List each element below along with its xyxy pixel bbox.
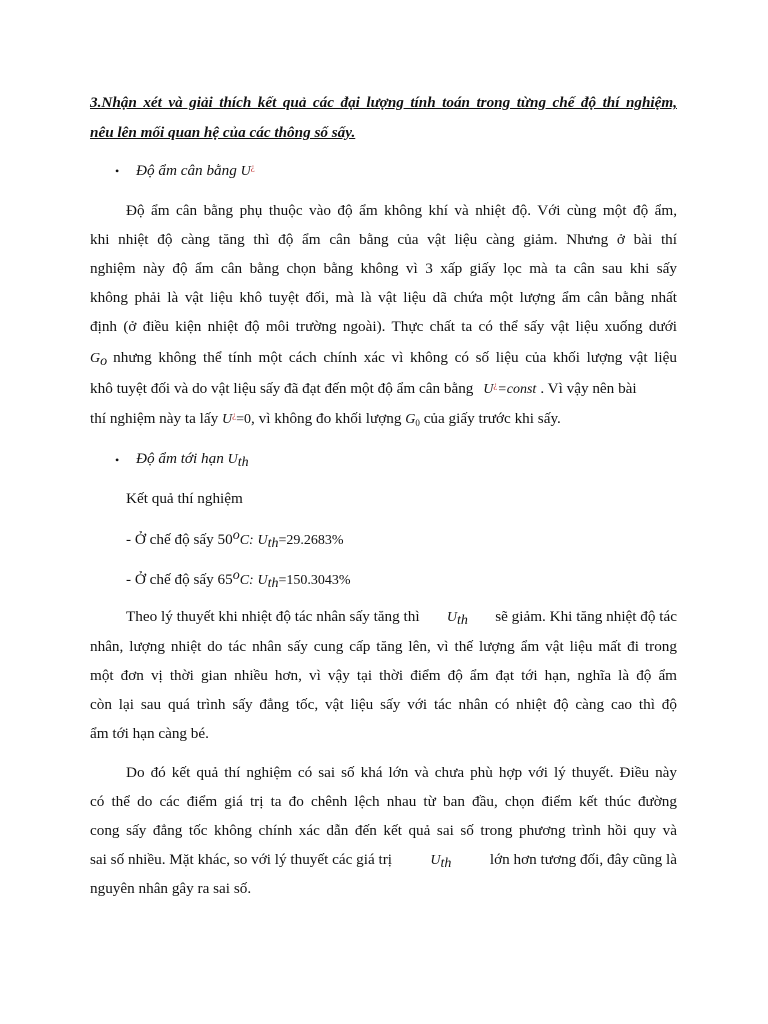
math-equation: =0 <box>236 412 252 427</box>
bullet-title: Độ ẩm tới hạn <box>136 450 224 467</box>
paragraph-1-line-3: nghiệm này độ ẩm cân bằng chọn bằng không vì 3 xấp giấy lọc mà ta cân sau khi sấy <box>90 260 677 277</box>
math-symbol: U <box>430 853 441 868</box>
result-value: =150.3043% <box>278 573 351 588</box>
paragraph-2-line-2: nhân, lượng nhiệt do tác nhân sấy cung cấp tăng lên, vì thế lượng ẩm vật liệu mất đi trong <box>90 638 677 655</box>
paragraph-2-line-3: một đơn vị thời gian nhiều hơn, vì vậy tại thời điểm độ ẩm đạt tới hạn, nghĩa là độ ẩm <box>90 667 677 684</box>
math-subscript: th <box>237 455 249 470</box>
math-subscript: th <box>267 576 279 591</box>
temperature-unit: C: <box>239 573 254 588</box>
math-subscript: th <box>457 613 468 628</box>
paragraph-text: thí nghiệm này ta lấy <box>90 410 219 427</box>
math-subscript: o <box>100 354 108 369</box>
math-superscript: ¿ <box>493 380 498 390</box>
paragraph-1-line-5: định (ở điều kiện nhiệt độ môi trường ngoài). Thực chất ta có thể sấy vật liệu xuống dưới <box>90 318 677 335</box>
paragraph-2-line-4: còn lại sau quá trình sấy đẳng tốc, vật liệu sấy với tác nhân có nhiệt độ càng cao thì độ <box>90 696 677 713</box>
paragraph-text: khô tuyệt đối và do vật liệu sấy đã đạt đến một độ ẩm cân bằng <box>90 380 474 397</box>
temperature-unit: C: <box>239 533 254 548</box>
math-subscript: th <box>267 536 279 551</box>
math-superscript: ¿ <box>250 162 255 172</box>
degree-mark: o <box>232 528 240 543</box>
results-title: Kết quả thí nghiệm <box>126 490 243 507</box>
bullet-marker: • <box>115 164 120 178</box>
paragraph-3-line-3: cong sấy đẳng tốc không chính xác dẫn đến kết quả sai số trong phương trình hồi quy và <box>90 822 677 839</box>
paragraph-text: lớn hơn tương đối, đây cũng là <box>489 851 677 868</box>
paragraph-text: , vì không đo khối lượng <box>251 410 402 427</box>
paragraph-3-line-5: nguyên nhân gây ra sai số. <box>90 880 252 897</box>
section-heading-line-2: nêu lên mối quan hệ của các thông số sấy. <box>90 124 356 141</box>
math-symbol: U <box>222 412 233 427</box>
temperature-value: 65 <box>217 571 233 588</box>
math-symbol: U <box>483 382 494 397</box>
paragraph-text: Theo lý thuyết khi nhiệt độ tác nhân sấy tăng thì <box>126 608 420 625</box>
result-label: - Ở chế độ sấy <box>126 531 214 548</box>
paragraph-text: sai số nhiều. Mặt khác, so với lý thuyết các giá trị <box>90 851 393 868</box>
bullet-title: Độ ẩm cân bằng <box>136 162 237 179</box>
math-symbol: U <box>446 610 457 625</box>
paragraph-1-line-8 <box>90 410 561 428</box>
result-label: - Ở chế độ sấy <box>126 571 214 588</box>
bullet-critical-moisture <box>136 450 249 471</box>
paragraph-1-line-4: không phải là vật liệu khô tuyệt đối, mà là vật liệu dã chứa một lượng ẩm cân bằng nhất <box>90 289 677 306</box>
paragraph-text: nhưng không thể tính một cách chính xác vì không có số liệu của khối lượng vật liệu <box>113 349 677 366</box>
paragraph-3-line-4 <box>90 851 677 872</box>
math-symbol: U <box>257 533 268 548</box>
result-row-50c <box>126 528 344 552</box>
math-equation: =const <box>497 382 537 397</box>
paragraph-1-line-1: Độ ẩm cân bằng phụ thuộc vào độ ẩm không khí và nhiệt độ. Với cùng một độ ẩm, <box>126 202 677 219</box>
paragraph-1-line-2: khi nhiệt độ càng tăng thì độ ẩm cân bằng của vật liệu càng giảm. Nhưng ở bài thí <box>90 231 677 248</box>
result-row-65c <box>126 568 351 592</box>
bullet-equilibrium-moisture <box>136 162 255 180</box>
temperature-value: 50 <box>217 531 233 548</box>
paragraph-text: sẽ giảm. Khi tăng nhiệt độ tác <box>495 608 677 625</box>
paragraph-2-line-1 <box>126 608 677 629</box>
math-symbol: G <box>90 351 101 366</box>
paragraph-text: của giấy trước khi sấy. <box>423 410 561 427</box>
math-subscript: 0 <box>415 418 420 428</box>
math-symbol: G <box>405 412 416 427</box>
paragraph-1-line-6 <box>90 349 677 370</box>
math-symbol: U <box>257 573 268 588</box>
paragraph-2-line-5: ẩm tới hạn càng bé. <box>90 725 209 742</box>
math-symbol: U <box>227 452 238 467</box>
section-heading-line-1: 3.Nhận xét và giải thích kết quả các đại lượng tính toán trong từng chế độ thí nghiệm, <box>90 94 677 111</box>
math-symbol: U <box>240 164 251 179</box>
paragraph-3-line-2: có thể do các điểm giá trị ta đo chênh lệch nhau từ ban đầu, chọn điểm kết thúc đường <box>90 793 677 810</box>
paragraph-text: . Vì vậy nên bài <box>540 380 637 397</box>
paragraph-1-line-7 <box>90 380 677 398</box>
result-value: =29.2683% <box>278 533 344 548</box>
math-subscript: th <box>440 856 452 871</box>
paragraph-3-line-1: Do đó kết quả thí nghiệm có sai số khá lớn và chưa phù hợp với lý thuyết. Điều này <box>126 764 677 781</box>
degree-mark: o <box>232 568 240 583</box>
bullet-marker: • <box>115 453 120 467</box>
math-superscript: ¿ <box>232 410 237 420</box>
